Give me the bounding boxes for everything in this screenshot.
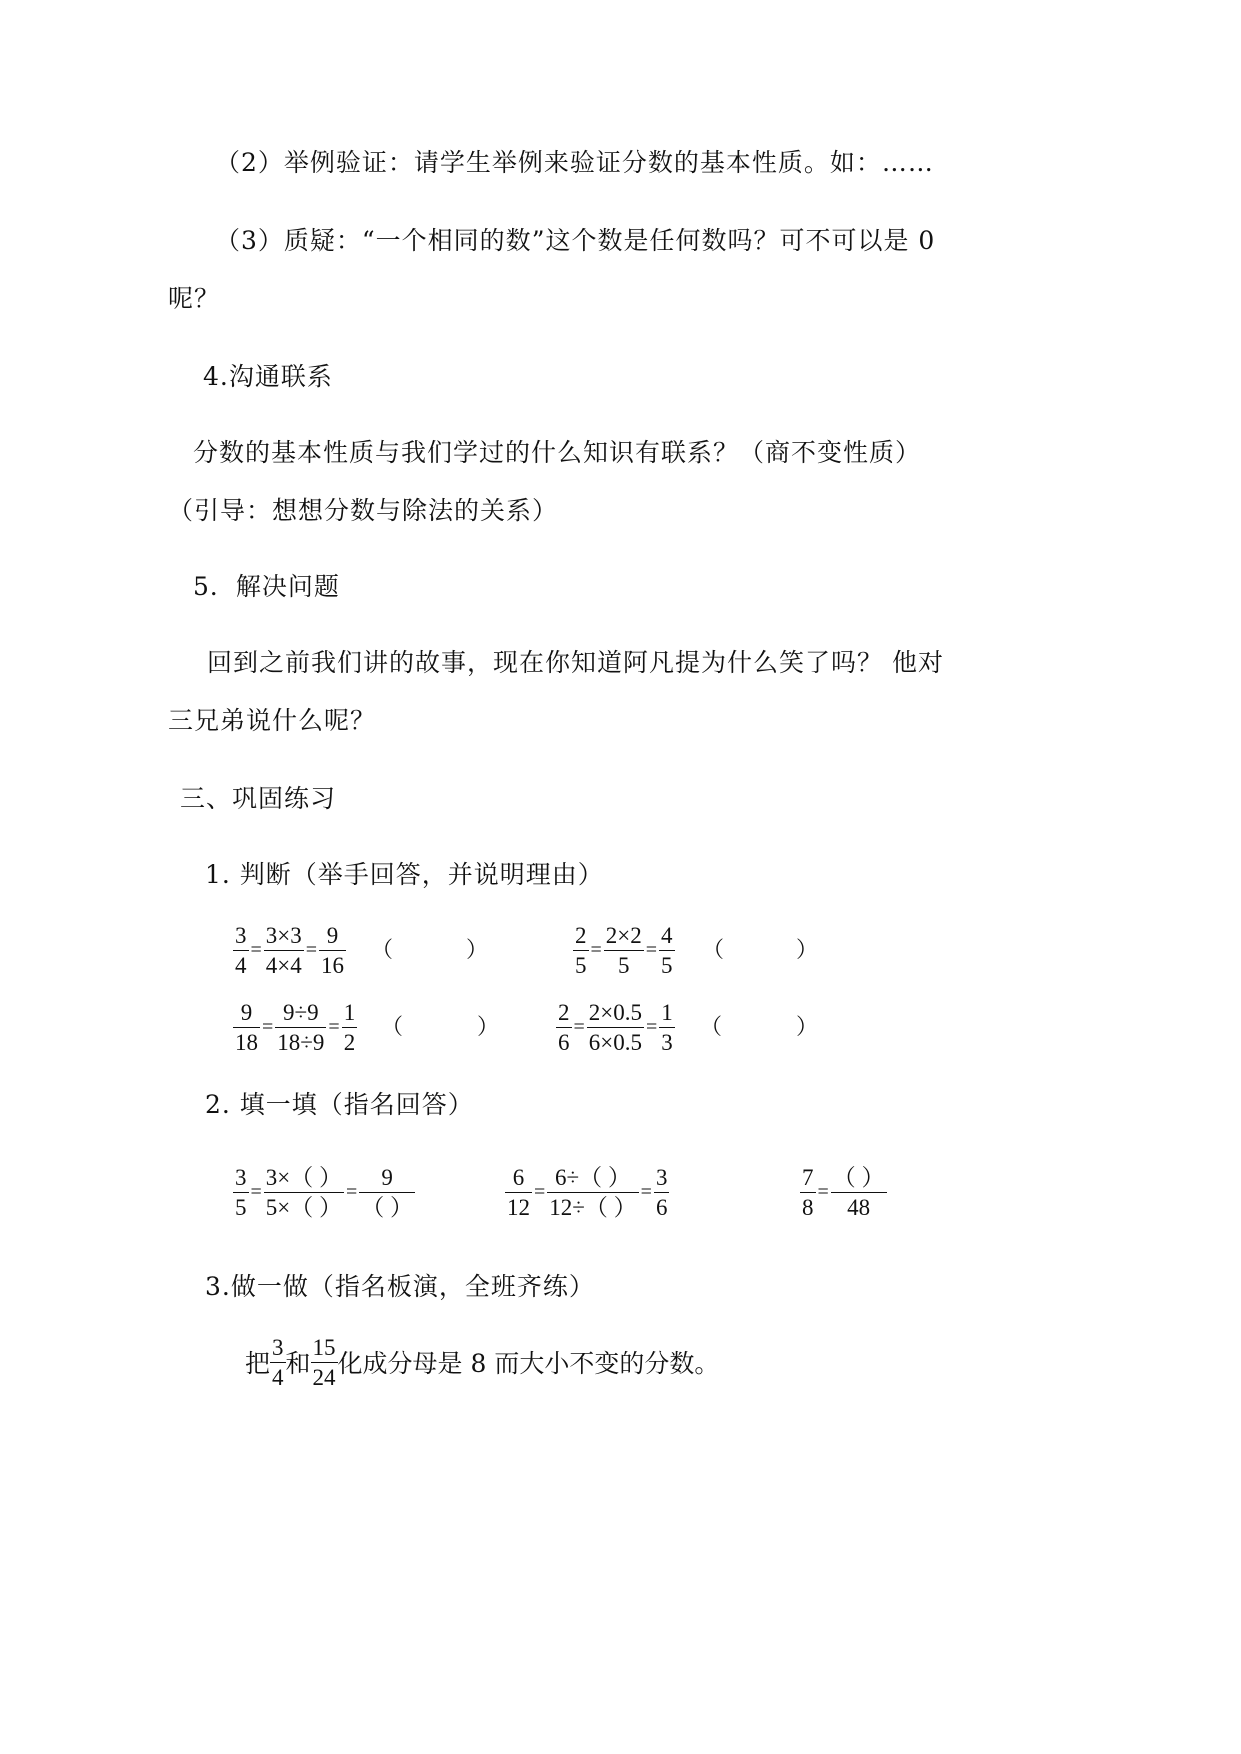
fraction: $\frac{1}{3}$ — [661, 999, 673, 1055]
question-do: 3.做一做（指名板演，全班齐练） — [205, 1272, 595, 1301]
paragraph-question-zero-cont: 呢？ — [168, 284, 221, 313]
heading-solve: 5．解决问题 — [193, 572, 340, 601]
fraction: $\frac{7}{8}$ — [802, 1164, 814, 1220]
heading-practice: 三、巩固练习 — [180, 784, 337, 813]
answer-paren-close: ） — [466, 938, 489, 963]
answer-paren-close: ） — [477, 1015, 500, 1040]
fraction: $\frac{( )}{48}$ — [832, 1164, 885, 1220]
fraction: $\frac{9}{( )}$ — [361, 1164, 414, 1220]
question-judge: 1. 判断（举手回答，并说明理由） — [205, 860, 604, 889]
fill-expression-1: $\frac{3}{5}$ = $\frac{3\times( )}{5\times( )}$ = $\frac{9}{( )}$ — [235, 1164, 414, 1220]
judge-expression-3: $\frac{9}{18}$ = $\frac{9\div 9}{18\div 9}$ = $\frac{1}{2}$ — [235, 999, 356, 1055]
task-line: 把 $\frac{3}{4}$ 和 $\frac{15}{24}$ 化成分母是 8 而大小不变的分数。 — [245, 1334, 720, 1390]
paragraph-story: 回到之前我们讲的故事，现在你知道阿凡提为什么笑了吗？ 他对 — [207, 648, 944, 677]
fraction: $\frac{3}{6}$ — [655, 1164, 668, 1220]
fraction: $\frac{3\times 3}{4\times 4}$ — [265, 922, 302, 978]
fraction: $\frac{2}{6}$ — [558, 999, 570, 1055]
paragraph-question-zero: （3）质疑：“一个相同的数”这个数是任何数吗？可不可以是 0 — [215, 226, 936, 255]
judge-expression-4: $\frac{2}{6}$ = $\frac{2\times 0.5}{6\times 0.5}$ = $\frac{1}{3}$ — [558, 999, 673, 1055]
fraction: $\frac{3\times( )}{5\times( )}$ — [265, 1164, 343, 1220]
fraction: $\frac{2\times 0.5}{6\times 0.5}$ — [588, 999, 643, 1055]
heading-communicate: 4.沟通联系 — [203, 362, 333, 391]
fraction: $\frac{2\times 2}{5}$ — [605, 922, 642, 978]
paragraph-guide: （引导：想想分数与除法的关系） — [168, 496, 559, 525]
fill-expression-2: $\frac{6}{12}$ = $\frac{6\div( )}{12\div( )}$ = $\frac{3}{6}$ — [507, 1164, 668, 1220]
fraction: $\frac{6}{12}$ — [507, 1164, 530, 1220]
fraction: $\frac{9\div 9}{18\div 9}$ — [277, 999, 325, 1055]
fraction: $\frac{3}{4}$ — [272, 1334, 284, 1390]
fraction: $\frac{1}{2}$ — [343, 999, 356, 1055]
fraction: $\frac{15}{24}$ — [312, 1334, 336, 1390]
fraction: $\frac{3}{5}$ — [235, 1164, 247, 1220]
fraction: $\frac{9}{16}$ — [321, 922, 345, 978]
fraction: $\frac{9}{18}$ — [235, 999, 258, 1055]
question-fill: 2. 填一填（指名回答） — [205, 1090, 474, 1119]
answer-paren-open: （ — [371, 938, 394, 963]
answer-paren-close: ） — [796, 938, 819, 963]
paragraph-example-verify: （2）举例验证：请学生举例来验证分数的基本性质。如：…… — [215, 148, 934, 177]
fraction: $\frac{2}{5}$ — [575, 922, 587, 978]
answer-paren-open: （ — [700, 1015, 723, 1040]
answer-paren-open: （ — [381, 1015, 404, 1040]
fraction: $\frac{6\div( )}{12\div( )}$ — [549, 1164, 637, 1220]
fraction: $\frac{3}{4}$ — [235, 922, 247, 978]
answer-paren-open: （ — [702, 938, 725, 963]
judge-expression-1: $\frac{3}{4}$ = $\frac{3\times 3}{4\times 4}$ = $\frac{9}{16}$ — [235, 922, 345, 978]
paragraph-story-cont: 三兄弟说什么呢？ — [168, 706, 377, 735]
paragraph-connection: 分数的基本性质与我们学过的什么知识有联系？（商不变性质） — [193, 438, 922, 467]
fraction: $\frac{4}{5}$ — [661, 922, 673, 978]
judge-expression-2: $\frac{2}{5}$ = $\frac{2\times 2}{5}$ = $\frac{4}{5}$ — [575, 922, 673, 978]
fill-expression-3: $\frac{7}{8}$ = $\frac{( )}{48}$ — [802, 1164, 885, 1220]
answer-paren-close: ） — [796, 1015, 819, 1040]
